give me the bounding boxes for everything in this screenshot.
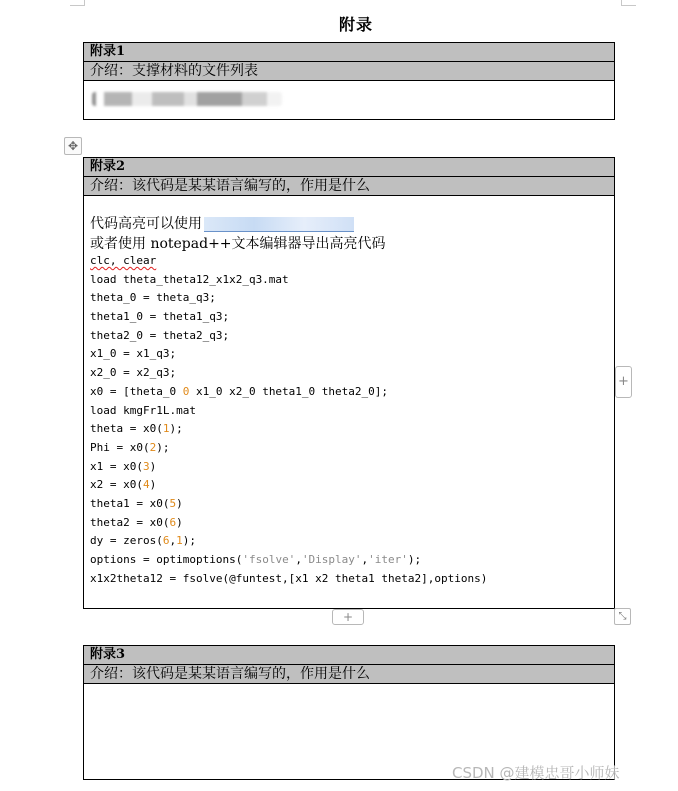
code-number: 6: [169, 515, 177, 529]
code-line: [90, 252, 614, 271]
code-line: x1_0 = x1_q3;: [90, 347, 177, 361]
code-number: 3: [142, 459, 150, 473]
export-note: 或者使用 notepad++文本编辑器导出高亮代码: [90, 236, 386, 252]
code-line: theta2 = x0(6): [90, 515, 183, 529]
code-line-text: clc, clear: [90, 254, 157, 267]
code-line: x2_0 = x2_q3;: [90, 366, 177, 380]
redacted-file-list: [92, 92, 282, 106]
add-column-button[interactable]: +: [615, 366, 632, 398]
code-number: 4: [142, 478, 150, 492]
code-line: load kmgFr1L.mat: [90, 403, 196, 417]
code-line: theta1_0 = theta1_q3;: [90, 310, 230, 324]
page-corner-mark-left: [70, 0, 85, 6]
code-number: 1: [162, 422, 170, 436]
appendix-3-table: [83, 645, 615, 780]
table-resize-handle[interactable]: ⤡: [614, 608, 631, 625]
code-line: theta2_0 = theta2_q3;: [90, 328, 230, 342]
appendix-2-header: 附录2: [84, 158, 614, 177]
code-line: x2 = x0(4): [90, 478, 157, 492]
appendix-1-intro: 介绍：支撑材料的文件列表: [84, 62, 614, 81]
code-string: 'Display': [301, 553, 362, 566]
code-number: 0: [182, 384, 190, 398]
appendix-1-body[interactable]: [84, 81, 614, 118]
code-line: theta = x0(1);: [90, 422, 183, 436]
appendix-2-intro: 介绍：该代码是某某语言编写的，作用是什么: [84, 177, 614, 196]
code-line: theta_0 = theta_q3;: [90, 291, 216, 305]
code-line: theta1 = x0(5): [90, 496, 183, 510]
code-line: Phi = x0(2);: [90, 440, 170, 454]
code-line: x1 = x0(3): [90, 459, 157, 473]
code-line: dy = zeros(6,1);: [90, 534, 196, 548]
code-line: x1x2theta12 = fsolve(@funtest,[x1 x2 theta1 theta2],options): [90, 571, 488, 585]
code-block: [90, 252, 614, 588]
appendix-2-body[interactable]: [84, 196, 614, 588]
code-string: 'iter': [368, 553, 408, 566]
appendix-1-table: [83, 42, 615, 120]
appendix-1-header: 附录1: [84, 43, 614, 62]
highlight-note: 代码高亮可以使用: [90, 216, 202, 232]
document-title: 附录: [338, 15, 373, 34]
code-line: options = optimoptions('fsolve','Display','iter');: [90, 553, 422, 566]
code-number: 6: [162, 534, 170, 548]
redacted-link[interactable]: [204, 217, 354, 232]
code-number: 5: [169, 496, 177, 510]
csdn-watermark: CSDN @建模忠哥小师妹: [452, 764, 620, 782]
code-number: 1: [176, 534, 183, 548]
code-line: load theta_theta12_x1x2_q3.mat: [90, 272, 289, 286]
appendix-3-intro: 介绍：该代码是某某语言编写的，作用是什么: [84, 665, 614, 684]
appendix-3-header: 附录3: [84, 646, 614, 665]
appendix-2-table: [83, 157, 615, 609]
code-line: x0 = [theta_0 0 x1_0 x2_0 theta1_0 theta2_0];: [90, 384, 389, 398]
highlight-note-line: [90, 214, 614, 234]
table-move-handle[interactable]: ✥: [64, 137, 82, 155]
page-corner-mark-right: [621, 0, 636, 6]
code-string: 'fsolve': [242, 553, 296, 566]
code-number: 2: [149, 440, 157, 454]
add-row-button[interactable]: +: [332, 609, 364, 625]
